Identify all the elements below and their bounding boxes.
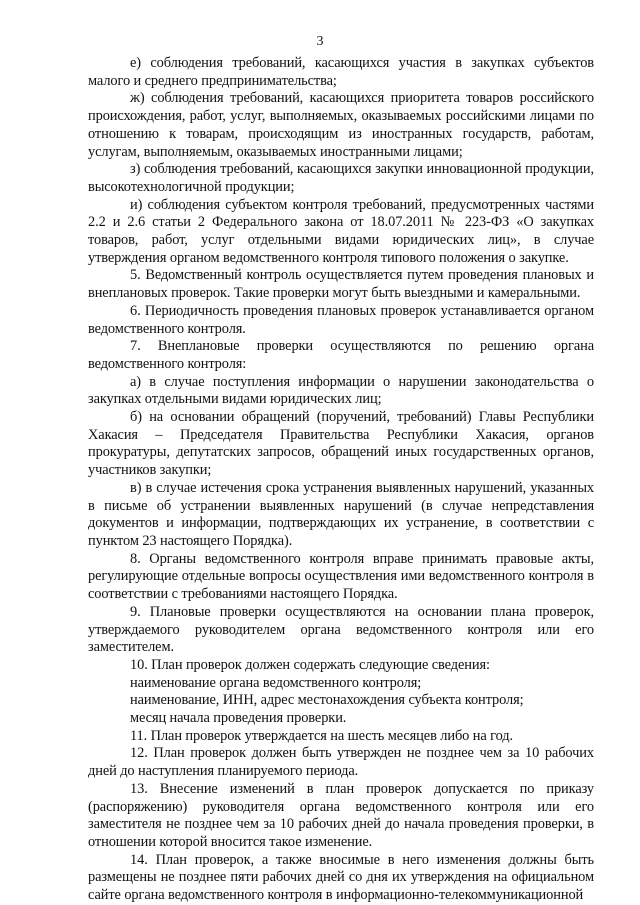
paragraph-7v: в) в случае истечения срока устранения выявленных нарушений, указанных в письме об устранении выявленных нарушений (в случае непредставления документов и информации, подтверждающих их устранение, в соответствии с пунктом 23 настоящего Порядка). <box>88 479 594 549</box>
paragraph-10-item-2: наименование, ИНН, адрес местонахождения субъекта контроля; <box>130 692 524 709</box>
paragraph-item-z: з) соблюдения требований, касающихся закупки инновационной продукции, высокотехнологичной продукции; <box>88 161 594 195</box>
paragraph-8: 8. Органы ведомственного контроля вправе принимать правовые акты, регулирующие отдельные вопросы осуществления ими ведомственного контроля в соответствии с требованиями настоящего Порядка. <box>88 550 594 603</box>
paragraph-item-i: и) соблюдения субъектом контроля требований, предусмотренных частями 2.2 и 2.6 статьи 2 Федерального закона от 18.07.2011 № 223-ФЗ «О закупках товаров, работ, услуг отдельными видами юридических лиц», в случае утверждения органом ведомственного контроля типового положения о закупке. <box>88 196 594 266</box>
paragraph-11: 11. План проверок утверждается на шесть месяцев либо на год. <box>130 727 513 744</box>
paragraph-7: 7. Внеплановые проверки осуществляются по решению органа ведомственного контроля: <box>88 338 594 372</box>
paragraph-item-zh: ж) соблюдения требований, касающихся приоритета товаров российского происхождения, работ, услуг, выполняемых, оказываемых российскими лицами по отношению к товарам, происходящим из иностранных государств, работам, услугам, выполняемым, оказываемых иностранными лицами; <box>88 90 594 160</box>
paragraph-13: 13. Внесение изменений в план проверок допускается по приказу (распоряжению) руководителя органа ведомственного контроля или его заместителя не позднее чем за 10 рабочих дней до начала проведения проверки, в отношении которой вносится такое изменение. <box>88 780 594 850</box>
page-number: 3 <box>316 34 324 49</box>
paragraph-5: 5. Ведомственный контроль осуществляется путем проведения плановых и внеплановых проверок. Такие проверки могут быть выездными и камеральными. <box>88 267 594 302</box>
paragraph-7a: а) в случае поступления информации о нарушении законодательства о закупках отдельными видами юридических лиц; <box>88 373 594 408</box>
document-body <box>88 55 594 905</box>
paragraph-14: 14. План проверок, а также вносимые в него изменения должны быть размещены не позднее пяти рабочих дней со дня их утверждения на официальном сайте органа ведомственного контроля в информационно-телекоммуникационной <box>88 851 594 904</box>
paragraph-item-e: е) соблюдения требований, касающихся участия в закупках субъектов малого и среднего предпринимательства; <box>88 55 594 89</box>
paragraph-10-item-3: месяц начала проведения проверки. <box>130 710 347 727</box>
paragraph-10: 10. План проверок должен содержать следующие сведения: <box>130 656 490 673</box>
paragraph-6: 6. Периодичность проведения плановых проверок устанавливается органом ведомственного контроля. <box>88 302 594 337</box>
paragraph-9: 9. Плановые проверки осуществляются на основании плана проверок, утверждаемого руководителем органа ведомственного контроля или его заместителем. <box>88 603 594 656</box>
paragraph-10-item-1: наименование органа ведомственного контроля; <box>130 674 422 691</box>
paragraph-12: 12. План проверок должен быть утвержден не позднее чем за 10 рабочих дней до наступления планируемого периода. <box>88 745 594 780</box>
paragraph-7b: б) на основании обращений (поручений, требований) Главы Республики Хакасия – Председателя Правительства Республики Хакасия, органов прокуратуры, депутатских запросов, обращений иных государственных органов, участников закупки; <box>88 409 594 479</box>
